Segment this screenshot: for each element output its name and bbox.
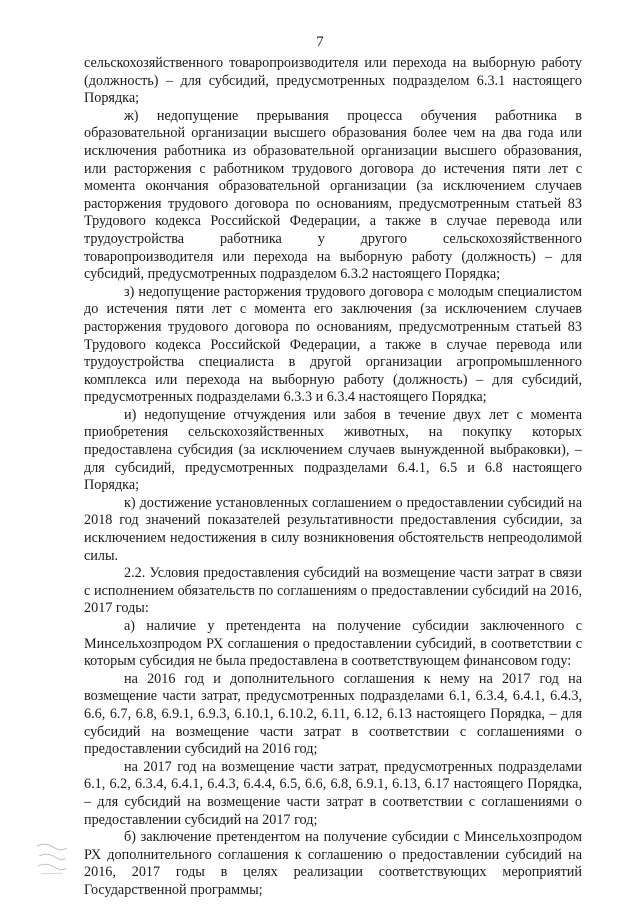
paragraph-2016: на 2016 год и дополнительного соглашения к нему на 2017 год на возмещение части затрат, предусмотренных подразделами 6.1, 6.3.4, 6.4.1, 6.4.3, 6.6, 6.7, 6.8, 6.9.1, 6.9.3, 6.10.1, 6.10.2, 6.11, 6.12, 6.13 настоящего Порядка, – для субсидий на возмещение части затрат в соответствии с соглашениями о предоставлении субсидий на 2016 год;	[84, 670, 582, 758]
paragraph-k: к) достижение установленных соглашением о предоставлении субсидий на 2018 год значений показателей результативности предоставления субсидии, за исключением недостижения в силу возникновения обстоятельств непреодолимой силы.	[84, 494, 582, 564]
paragraph-zh: ж) недопущение прерывания процесса обучения работника в образовательной организации высшего образования более чем на два года или исключения работника из образовательной организации высшего образования, или расторжения с работником трудового договора до истечения пяти лет с момента окончания образовательной организации (за исключением случаев расторжения трудового договора по основаниям, предусмотренным статьей 83 Трудового кодекса Российской Федерации, а также в случае перевода или трудоустройства работника у другого сельскохозяйственного товаропроизводителя или перехода на выборную работу (должность) – для субсидий, предусмотренных подразделом 6.3.2 настоящего Порядка;	[84, 107, 582, 283]
paragraph-continuation: сельскохозяйственного товаропроизводителя или перехода на выборную работу (должность) – для субсидий, предусмотренных подразделом 6.3.1 настоящего Порядка;	[84, 55, 582, 107]
document-body	[84, 55, 582, 900]
page-number: 7	[316, 34, 324, 50]
paragraph-i: и) недопущение отчуждения или забоя в течение двух лет с момента приобретения сельскохозяйственных животных, на покупку которых предоставлена субсидия (за исключением случаев вынужденной выбраковки), – для субсидий, предусмотренных подразделами 6.4.1, 6.5 и 6.8 настоящего Порядка;	[84, 406, 582, 494]
paragraph-2-2: 2.2. Условия предоставления субсидий на возмещение части затрат в связи с исполнением обязательств по соглашениям о предоставлении субсидий на 2016, 2017 годы:	[84, 565, 582, 617]
paragraph-2017: на 2017 год на возмещение части затрат, предусмотренных подразделами 6.1, 6.2, 6.3.4, 6.4.1, 6.4.3, 6.4.4, 6.5, 6.6, 6.8, 6.9.1, 6.13, 6.17 настоящего Порядка, – для субсидий на возмещение части затрат в соответствии с соглашениями о предоставлении субсидий на 2017 год;	[84, 758, 582, 828]
handwritten-stamp-icon	[33, 840, 71, 878]
paragraph-b: б) заключение претендентом на получение субсидии с Минсельхозпродом РХ дополнительного соглашения к соглашению о предоставлении субсидий на 2016, 2017 годы в целях реализации соответствующих мероприятий Государственной программы;	[84, 829, 582, 898]
paragraph-a: а) наличие у претендента на получение субсидии заключенного с Минсельхозпродом РХ соглашения о предоставлении субсидий, в соответствии с которым субсидия не была предоставлена в соответствующем финансовом году:	[84, 618, 582, 670]
paragraph-z: з) недопущение расторжения трудового договора с молодым специалистом до истечения пяти лет с момента его заключения (за исключением случаев расторжения трудового договора по основаниям, предусмотренным статьей 83 Трудового кодекса Российской Федерации, а также в случае перевода или трудоустройства специалиста в другой организации агропромышленного комплекса или перехода на выборную работу (должность) – для субсидий, предусмотренных подразделами 6.3.3 и 6.3.4 настоящего Порядка;	[84, 283, 582, 406]
